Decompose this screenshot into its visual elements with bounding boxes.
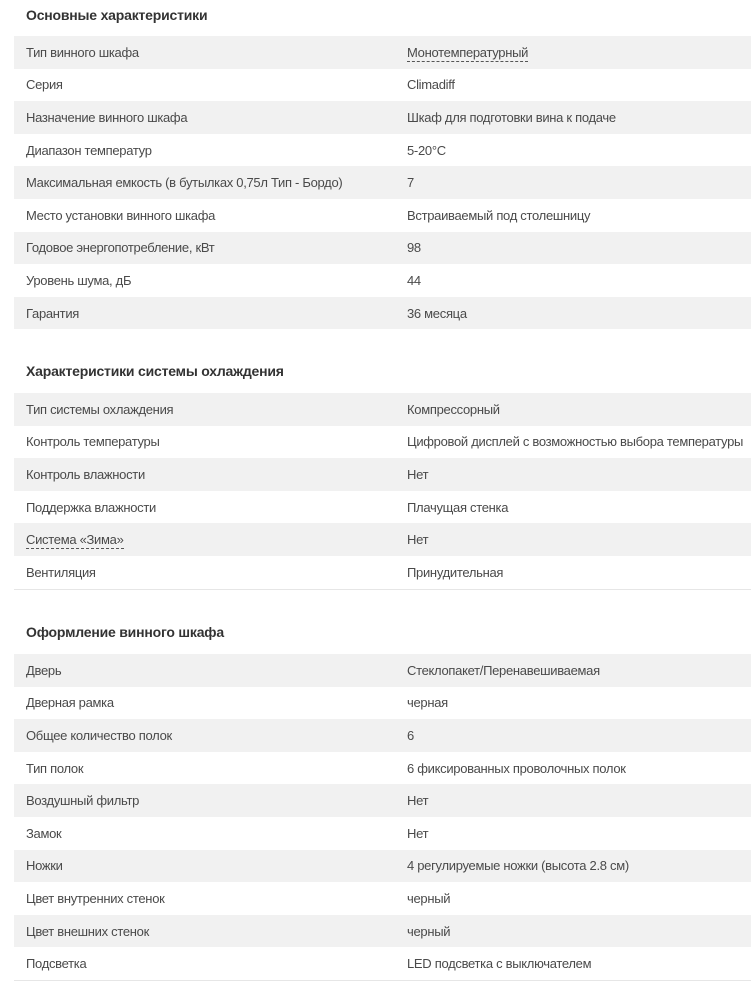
spec-name: Тип системы охлаждения [26,401,174,417]
spec-name: Воздушный фильтр [26,793,140,809]
spec-name: Ножки [26,858,63,874]
section-title: Характеристики системы охлаждения [26,363,284,379]
spec-name: Серия [26,77,63,93]
spec-value: черный [407,890,451,906]
spec-value: Плачущая стенка [407,499,509,515]
spec-value: Climadiff [407,77,455,93]
section-title: Основные характеристики [26,7,208,23]
table-row [14,947,751,980]
table-row [14,784,751,817]
spec-value: 36 месяца [407,305,467,321]
spec-value: Цифровой дисплей с возможностью выбора температуры [407,434,744,450]
spec-value: Компрессорный [407,401,500,417]
table-row [14,36,751,69]
spec-name-tooltip-link[interactable]: Система «Зима» [26,532,124,548]
spec-name: Максимальная емкость (в бутылках 0,75л Тип - Бордо) [26,175,343,191]
spec-value: Нет [407,793,429,809]
table-row [14,393,751,426]
table-row [14,915,751,948]
table-row [14,752,751,785]
table-row [14,134,751,167]
spec-name: Годовое энергопотребление, кВт [26,240,215,256]
spec-name: Тип винного шкафа [26,44,139,60]
spec-table [14,393,751,590]
table-row [14,101,751,134]
spec-name: Общее количество полок [26,727,172,743]
spec-value: Нет [407,825,429,841]
spec-table [14,36,751,329]
spec-value-tooltip-link[interactable]: Монотемпературный [407,44,529,60]
spec-value: Стеклопакет/Перенавешиваемая [407,662,600,678]
table-row [14,458,751,491]
section-design-specs [0,622,751,981]
spec-name: Вентиляция [26,564,96,580]
spec-value: Встраиваемый под столешницу [407,207,591,223]
table-row [14,166,751,199]
spec-value-cell [407,45,751,60]
spec-name: Диапазон температур [26,142,152,158]
spec-value: 7 [407,175,414,191]
table-row [14,719,751,752]
spec-name: Контроль влажности [26,466,145,482]
table-row [14,264,751,297]
spec-value: Нет [407,532,429,548]
spec-value: 98 [407,240,421,256]
table-row [14,687,751,720]
table-row [14,199,751,232]
spec-name: Назначение винного шкафа [26,109,188,125]
spec-value: LED подсветка с выключателем [407,956,592,972]
table-row [14,297,751,330]
spec-name: Замок [26,825,62,841]
table-row [14,817,751,850]
section-main-specs [0,5,751,329]
spec-value: 6 [407,727,414,743]
table-row [14,426,751,459]
spec-name: Дверь [26,662,62,678]
spec-name: Поддержка влажности [26,499,156,515]
table-row [14,556,751,589]
spec-value: черный [407,923,451,939]
spec-name: Дверная рамка [26,695,114,711]
spec-name: Контроль температуры [26,434,160,450]
spec-value: 6 фиксированных проволочных полок [407,760,626,776]
spec-name: Цвет внутренних стенок [26,890,165,906]
spec-table [14,654,751,981]
table-row [14,882,751,915]
spec-name: Подсветка [26,956,87,972]
spec-name: Место установки винного шкафа [26,207,216,223]
spec-name: Цвет внешних стенок [26,923,149,939]
table-row [14,69,751,102]
spec-value: черная [407,695,448,711]
spec-value: Нет [407,466,429,482]
table-row [14,232,751,265]
spec-value: Шкаф для подготовки вина к подаче [407,109,616,125]
spec-value: 5-20°C [407,142,446,158]
spec-value: Принудительная [407,564,504,580]
table-row [14,491,751,524]
spec-name: Тип полок [26,760,84,776]
table-row [14,523,751,556]
spec-value: 4 регулируемые ножки (высота 2.8 см) [407,858,629,874]
spec-name: Уровень шума, дБ [26,272,132,288]
section-cooling-specs [0,361,751,590]
spec-value: 44 [407,272,421,288]
section-title: Оформление винного шкафа [26,624,224,640]
spec-name-cell [14,532,407,547]
table-row [14,654,751,687]
spec-name: Гарантия [26,305,80,321]
table-row [14,850,751,883]
